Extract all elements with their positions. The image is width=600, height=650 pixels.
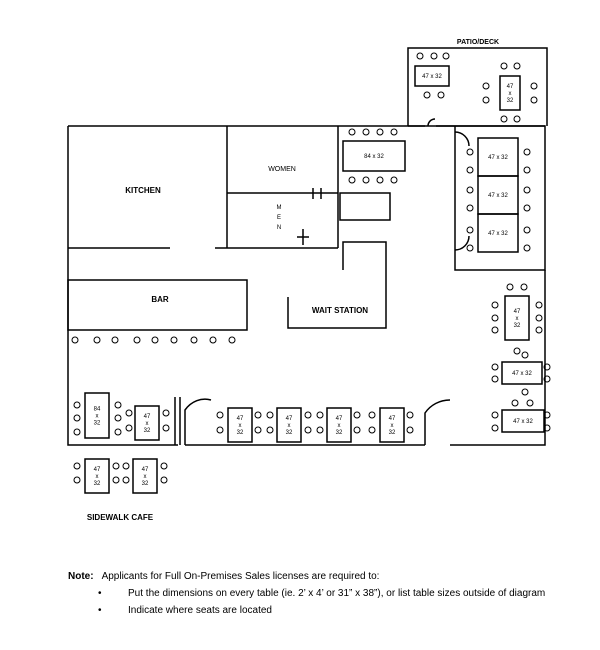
- chair: [514, 348, 520, 354]
- chair: [74, 463, 80, 469]
- chair: [522, 352, 528, 358]
- chair: [514, 116, 520, 122]
- chair: [377, 129, 383, 135]
- table-label: 84 x 32: [364, 154, 384, 160]
- chair: [229, 337, 235, 343]
- chair: [467, 245, 473, 251]
- chair: [531, 97, 537, 103]
- table-label: 47 x 32: [488, 231, 508, 237]
- table-label: 47: [335, 416, 343, 422]
- chair: [94, 337, 100, 343]
- chair: [161, 463, 167, 469]
- chair: [524, 187, 530, 193]
- chair: [210, 337, 216, 343]
- table-label: 32: [93, 481, 101, 487]
- chair: [443, 53, 449, 59]
- chair: [391, 129, 397, 135]
- chair: [507, 284, 513, 290]
- note-text: Applicants for Full On-Premises Sales licenses are required to:: [101, 571, 380, 582]
- table-label: x: [287, 423, 291, 429]
- chair: [492, 425, 498, 431]
- chair: [512, 400, 518, 406]
- chair: [377, 177, 383, 183]
- chair: [305, 412, 311, 418]
- chair: [483, 83, 489, 89]
- chair: [349, 129, 355, 135]
- chair: [72, 337, 78, 343]
- note-item-text: Indicate where seats are located: [128, 605, 272, 616]
- table-label: 32: [141, 481, 149, 487]
- note-item: [98, 602, 588, 619]
- table-label: 47 x 32: [513, 419, 533, 425]
- chair: [163, 425, 169, 431]
- chair: [417, 53, 423, 59]
- table-label: 32: [143, 428, 151, 434]
- table-label: 47: [388, 416, 396, 422]
- chair: [492, 327, 498, 333]
- chair: [431, 53, 437, 59]
- table-label: 47: [143, 414, 151, 420]
- chair: [123, 463, 129, 469]
- table-label: 32: [285, 430, 293, 436]
- chair: [501, 116, 507, 122]
- chair: [161, 477, 167, 483]
- chair: [305, 427, 311, 433]
- outer-walls: [68, 126, 545, 445]
- chair: [524, 227, 530, 233]
- chair: [363, 129, 369, 135]
- chair: [74, 415, 80, 421]
- table-label: 32: [506, 98, 514, 104]
- table-label: x: [143, 474, 147, 480]
- chair: [369, 427, 375, 433]
- chair: [112, 337, 118, 343]
- chair: [255, 427, 261, 433]
- chair: [74, 477, 80, 483]
- table-label: 32: [513, 323, 521, 329]
- women-label: WOMEN: [268, 166, 296, 173]
- chair: [317, 427, 323, 433]
- chair: [536, 327, 542, 333]
- chair: [524, 167, 530, 173]
- patio-wall: [408, 48, 547, 126]
- men-letter: M: [276, 205, 282, 211]
- note-item: [98, 585, 588, 602]
- bullet: •: [98, 605, 102, 616]
- table-label: 47: [141, 467, 149, 473]
- chair: [438, 92, 444, 98]
- men-label: [277, 205, 282, 231]
- table-label: 47: [513, 309, 521, 315]
- chair: [163, 410, 169, 416]
- table-label: x: [508, 91, 512, 97]
- chair: [74, 402, 80, 408]
- chair: [492, 412, 498, 418]
- table-label: x: [238, 423, 242, 429]
- chair: [152, 337, 158, 343]
- chair: [536, 302, 542, 308]
- chair: [407, 427, 413, 433]
- chair: [363, 177, 369, 183]
- table-label: x: [337, 423, 341, 429]
- men-letter: N: [276, 225, 282, 231]
- chair: [369, 412, 375, 418]
- counter: [340, 193, 390, 220]
- table-label: x: [95, 413, 99, 420]
- chair: [191, 337, 197, 343]
- table-label: 47 x 32: [422, 74, 442, 80]
- table-label: 32: [335, 430, 343, 436]
- chair: [522, 389, 528, 395]
- chair: [349, 177, 355, 183]
- chair: [113, 477, 119, 483]
- door-swing: [428, 119, 435, 126]
- table-label: x: [145, 421, 149, 427]
- table-label: 47: [236, 416, 244, 422]
- interior-walls: [68, 126, 390, 445]
- chair: [514, 63, 520, 69]
- chair: [115, 402, 121, 408]
- table-label: 47: [93, 467, 101, 473]
- door-swing: [185, 399, 211, 445]
- chair: [74, 429, 80, 435]
- chair: [467, 227, 473, 233]
- chair: [126, 410, 132, 416]
- table-label: 84: [93, 406, 101, 413]
- chair: [524, 245, 530, 251]
- chair: [424, 92, 430, 98]
- chair: [267, 412, 273, 418]
- table-label: 47 x 32: [488, 155, 508, 161]
- chair: [217, 412, 223, 418]
- chair: [391, 177, 397, 183]
- note-item-text: Put the dimensions on every table (ie. 2’ x 4’ or 31” x 38”), or list table sizes outside of diagram: [128, 588, 546, 599]
- chair: [483, 97, 489, 103]
- wait-station-label: WAIT STATION: [311, 306, 369, 315]
- bar-label: BAR: [151, 295, 169, 304]
- chair: [527, 400, 533, 406]
- chair: [317, 412, 323, 418]
- note-section: [68, 568, 588, 619]
- chair: [521, 284, 527, 290]
- chair: [492, 364, 498, 370]
- wait-station-wall: [288, 242, 386, 328]
- chair: [524, 149, 530, 155]
- chair: [492, 376, 498, 382]
- bullet: •: [98, 588, 102, 599]
- table-label: x: [95, 474, 99, 480]
- table-label: x: [515, 316, 519, 322]
- chair: [171, 337, 177, 343]
- note-label: Note:: [68, 571, 94, 582]
- chair: [501, 63, 507, 69]
- chair: [467, 205, 473, 211]
- chair: [123, 477, 129, 483]
- table-label: 32: [93, 420, 101, 427]
- table-label: 47: [506, 84, 514, 90]
- table-label: 32: [388, 430, 396, 436]
- patio-label: PATIO/DECK: [456, 39, 500, 46]
- chair: [217, 427, 223, 433]
- chair: [267, 427, 273, 433]
- chair: [524, 205, 530, 211]
- patio-area: [408, 48, 547, 126]
- kitchen-label: KITCHEN: [125, 186, 161, 195]
- chair: [115, 429, 121, 435]
- chair: [531, 83, 537, 89]
- door-swing: [425, 400, 450, 445]
- door-swing: [455, 132, 469, 146]
- bar-counter: [68, 280, 247, 330]
- table-label: x: [390, 423, 394, 429]
- chair: [255, 412, 261, 418]
- chair: [536, 315, 542, 321]
- chair: [467, 149, 473, 155]
- chair: [467, 167, 473, 173]
- chair: [407, 412, 413, 418]
- table-label: 47 x 32: [488, 193, 508, 199]
- table-label: 47: [285, 416, 293, 422]
- chair: [467, 187, 473, 193]
- chair: [354, 427, 360, 433]
- chair: [492, 315, 498, 321]
- chair: [126, 425, 132, 431]
- chair: [134, 337, 140, 343]
- men-letter: E: [276, 215, 282, 221]
- table-label: 47 x 32: [512, 371, 532, 377]
- chair: [354, 412, 360, 418]
- chair: [115, 415, 121, 421]
- table-label: 32: [236, 430, 244, 436]
- chair: [113, 463, 119, 469]
- sidewalk-cafe-label: SIDEWALK CAFE: [86, 513, 154, 522]
- chair: [492, 302, 498, 308]
